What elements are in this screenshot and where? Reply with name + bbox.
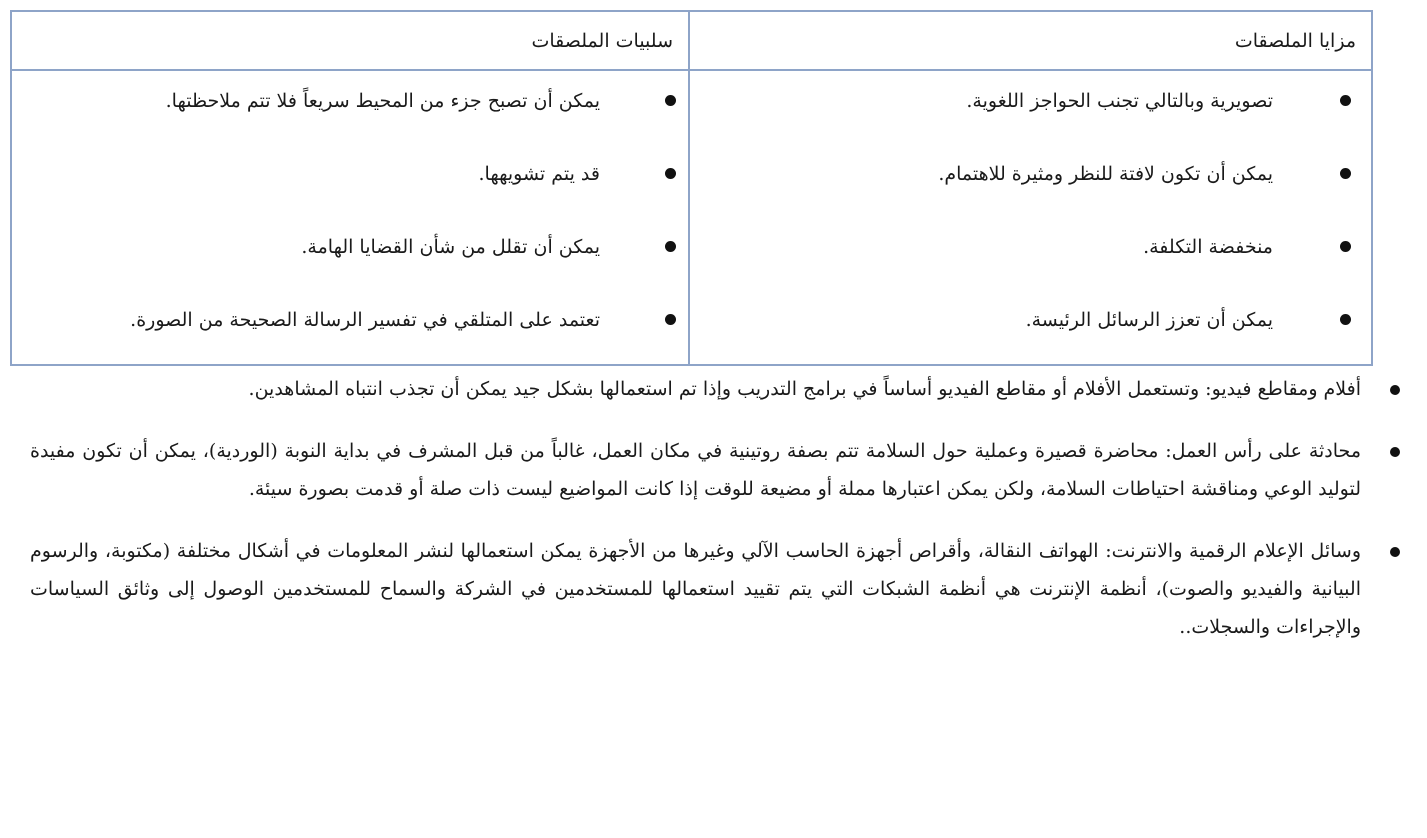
- disadvantage-item: [12, 290, 688, 363]
- paragraph-toolbox-talk: [30, 432, 1400, 508]
- disadvantages-column: [12, 12, 690, 364]
- disadvantage-text: قد يتم تشويهها.: [478, 163, 600, 185]
- disadvantage-text: يمكن أن تقلل من شأن القضايا الهامة.: [301, 236, 600, 258]
- advantages-column: [690, 12, 1371, 364]
- paragraph-digital-media: [30, 532, 1400, 646]
- advantage-item: [690, 71, 1371, 144]
- advantage-item: [690, 217, 1371, 290]
- bullet-icon: [665, 168, 676, 179]
- bullet-icon: [665, 241, 676, 252]
- bullet-icon: [665, 95, 676, 106]
- disadvantage-text: تعتمد على المتلقي في تفسير الرسالة الصحيحة من الصورة.: [130, 309, 600, 331]
- advantage-text: منخفضة التكلفة.: [1143, 236, 1273, 258]
- bullet-icon: [1390, 385, 1400, 395]
- advantage-item: [690, 144, 1371, 217]
- disadvantage-item: [12, 144, 688, 217]
- disadvantages-header: سلبيات الملصقات: [12, 12, 688, 71]
- advantage-text: تصويرية وبالتالي تجنب الحواجز اللغوية.: [966, 90, 1273, 112]
- bullet-icon: [665, 314, 676, 325]
- bullet-icon: [1340, 241, 1351, 252]
- bullet-icon: [1340, 314, 1351, 325]
- paragraph-text: أفلام ومقاطع فيديو: وتستعمل الأفلام أو مقاطع الفيديو أساساً في برامج التدريب وإذا تم استعمالها بشكل جيد يمكن أن تجذب انتباه المشاهدين.: [248, 378, 1361, 400]
- disadvantages-list: [12, 71, 688, 363]
- bullet-icon: [1390, 447, 1400, 457]
- advantage-item: [690, 290, 1371, 363]
- disadvantage-text: يمكن أن تصبح جزء من المحيط سريعاً فلا تتم ملاحظتها.: [165, 90, 600, 112]
- communication-methods-list: [30, 370, 1400, 670]
- bullet-icon: [1340, 168, 1351, 179]
- advantage-text: يمكن أن تعزز الرسائل الرئيسة.: [1025, 309, 1273, 331]
- disadvantage-item: [12, 217, 688, 290]
- disadvantage-item: [12, 71, 688, 144]
- advantages-header: مزايا الملصقات: [690, 12, 1371, 71]
- paragraph-films-videos: [30, 370, 1400, 408]
- posters-comparison-table: [10, 10, 1373, 366]
- paragraph-text: وسائل الإعلام الرقمية والانترنت: الهواتف النقالة، وأقراص أجهزة الحاسب الآلي وغيرها من الأجهزة يمكن استعمالها لنشر المعلومات في أشكال مختلفة (مكتوبة، والرسوم البيانية والفيديو والصوت)، أنظمة الإنترنت هي أنظمة الشبكات التي يتم تقييد استعمالها للمستخدمين في الشركة والسماح للمستخدمين الوصول إلى وثائق السياسات والإجراءات والسجلات..: [30, 540, 1361, 638]
- bullet-icon: [1390, 547, 1400, 557]
- advantage-text: يمكن أن تكون لافتة للنظر ومثيرة للاهتمام.: [938, 163, 1273, 185]
- bullet-icon: [1340, 95, 1351, 106]
- advantages-list: [690, 71, 1371, 363]
- paragraph-text: محادثة على رأس العمل: محاضرة قصيرة وعملية حول السلامة تتم بصفة روتينية في مكان العمل، غالباً من قبل المشرف في بداية النوبة (الوردية)، يمكن أن تكون مفيدة لتوليد الوعي ومناقشة احتياطات السلامة، ولكن يمكن اعتبارها مملة أو مضيعة للوقت إذا كانت المواضيع ليست ذات صلة أو قدمت بصورة سيئة.: [30, 440, 1361, 500]
